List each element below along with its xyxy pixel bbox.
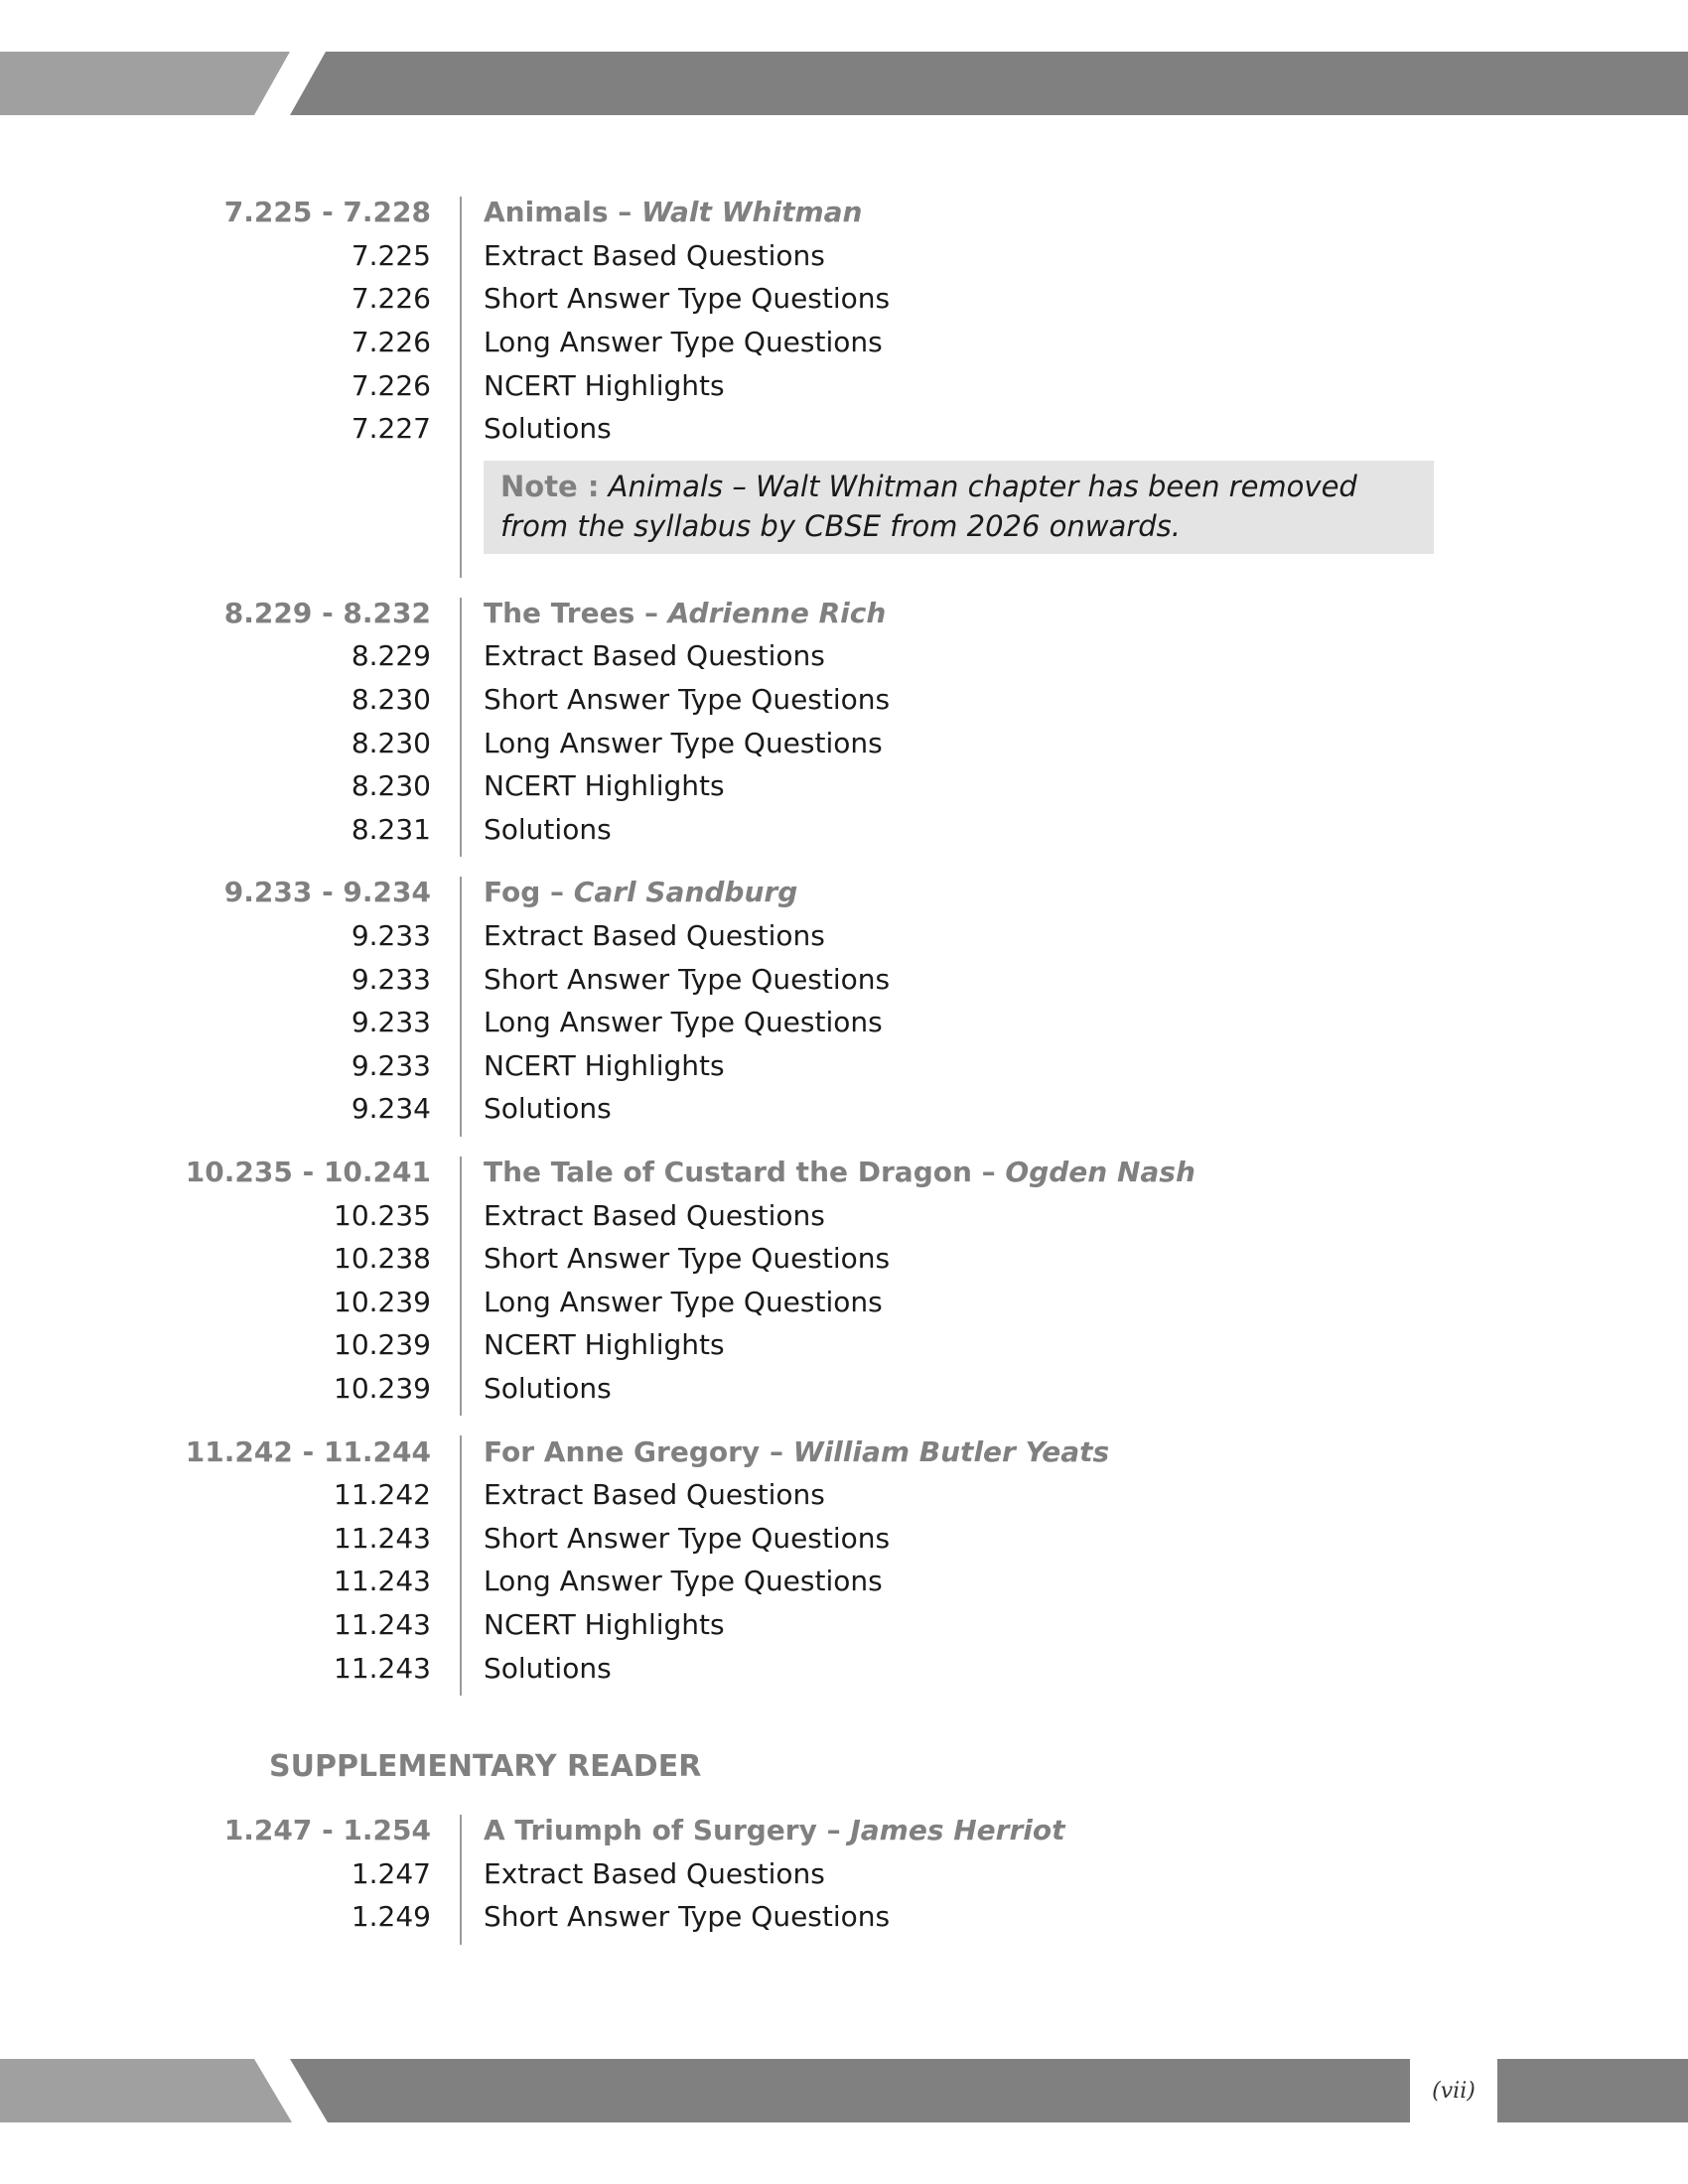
chapter-author: William Butler Yeats [792,1434,1110,1468]
entry-label: NCERT Highlights [484,1048,725,1082]
toc-entry-row [0,1895,1688,1939]
chapter-title: For Anne Gregory [484,1434,761,1468]
entry-label: Solutions [484,1651,612,1685]
toc-entry-row [0,764,1688,808]
toc-entry-row [0,1044,1688,1088]
footer-band-light [0,2059,292,2122]
page-number: (vii) [1432,2078,1476,2104]
entry-page: 1.249 [351,1900,431,1934]
toc-entry-row [0,1851,1688,1895]
entry-page: 8.231 [351,812,431,846]
chapter-author: Ogden Nash [1005,1155,1196,1188]
chapter-page-range: 9.233 - 9.234 [223,876,431,909]
entry-page: 11.243 [334,1651,431,1685]
toc-entry-row [0,1001,1688,1044]
chapter-page-range: 11.242 - 11.244 [185,1434,431,1468]
footer-band-right [1497,2059,1688,2122]
note-row [0,451,1688,572]
footer-band-dark [290,2059,1410,2122]
header-band [0,52,1688,115]
entry-label: Extract Based Questions [484,919,825,953]
chapter-title-line [484,1156,1196,1188]
toc-entry-row [0,1473,1688,1517]
entry-page: 9.233 [351,962,431,996]
toc-entry-row [0,407,1688,451]
chapter-title-line [484,1435,1109,1468]
chapter-title: The Trees [484,596,635,629]
entry-page: 10.239 [334,1285,431,1318]
toc-entry-row [0,1323,1688,1367]
title-dash: – [618,196,633,229]
entry-page: 9.233 [351,1048,431,1082]
chapter-block [0,1809,1688,1939]
entry-page: 11.243 [334,1521,431,1555]
title-dash: – [769,1434,783,1468]
chapter-title-line [484,876,797,908]
supplementary-heading: SUPPLEMENTARY READER [269,1748,702,1784]
chapter-heading-row [0,1151,1688,1194]
chapter-author: Walt Whitman [641,196,863,229]
chapter-title-line [484,196,862,228]
chapter-block [0,1151,1688,1411]
toc-entry-row [0,1087,1688,1131]
syllabus-note [484,461,1434,554]
column-divider [460,1157,462,1417]
entry-label: Solutions [484,812,612,846]
header-band-light [0,52,290,115]
entry-page: 7.227 [351,412,431,446]
entry-label: Extract Based Questions [484,1856,825,1890]
entry-label: Short Answer Type Questions [484,1900,891,1934]
chapter-title-line [484,597,886,629]
toc-entry-row [0,1237,1688,1281]
entry-page: 8.230 [351,683,431,717]
entry-label: Extract Based Questions [484,1198,825,1232]
entry-page: 9.234 [351,1092,431,1126]
chapter-page-range: 7.225 - 7.228 [223,196,431,229]
entry-page: 10.239 [334,1371,431,1405]
chapter-heading-row [0,592,1688,635]
entry-label: Solutions [484,412,612,446]
chapter-title: The Tale of Custard the Dragon [484,1155,972,1188]
entry-label: Long Answer Type Questions [484,1006,883,1039]
chapter-author: Carl Sandburg [573,876,798,909]
toc-entry-row [0,957,1688,1001]
entry-page: 7.225 [351,238,431,272]
entry-label: Long Answer Type Questions [484,1285,883,1318]
column-divider [460,877,462,1137]
entry-label: NCERT Highlights [484,1607,725,1641]
column-divider [460,197,462,578]
chapter-block [0,592,1688,852]
chapter-heading-row [0,1430,1688,1473]
entry-label: Solutions [484,1371,612,1405]
chapter-list [0,191,1688,1690]
entry-page: 10.238 [334,1242,431,1276]
chapter-author: Adrienne Rich [667,596,887,629]
toc-entry-row [0,1646,1688,1690]
title-dash: – [644,596,658,629]
entry-page: 11.242 [334,1478,431,1512]
entry-page: 8.230 [351,726,431,759]
supplementary-chapter-list [0,1809,1688,1939]
entry-page: 7.226 [351,368,431,402]
toc-entry-row [0,1193,1688,1237]
chapter-title-line [484,1814,1065,1846]
entry-label: NCERT Highlights [484,1328,725,1362]
table-of-contents [0,191,1688,1959]
toc-entry-row [0,1516,1688,1560]
column-divider [460,598,462,858]
entry-page: 11.243 [334,1607,431,1641]
toc-entry-row [0,363,1688,407]
toc-entry-row [0,634,1688,678]
chapter-block [0,871,1688,1131]
entry-page: 1.247 [351,1856,431,1890]
chapter-author: James Herriot [850,1814,1065,1847]
entry-label: Long Answer Type Questions [484,1565,883,1598]
note-text: Animals – Walt Whitman chapter has been removed from the syllabus by CBSE from 2026 onwards. [500,469,1357,543]
column-divider [460,1815,462,1945]
entry-page: 10.235 [334,1198,431,1232]
entry-page: 8.230 [351,769,431,803]
entry-label: Solutions [484,1092,612,1126]
entry-page: 9.233 [351,1006,431,1039]
toc-entry-row [0,914,1688,958]
toc-entry-row [0,1367,1688,1411]
entry-label: Short Answer Type Questions [484,1242,891,1276]
entry-page: 11.243 [334,1565,431,1598]
entry-label: Extract Based Questions [484,1478,825,1512]
entry-page: 9.233 [351,919,431,953]
chapter-heading-row [0,1809,1688,1852]
toc-entry-row [0,1603,1688,1647]
chapter-title: Animals [484,196,609,229]
title-dash: – [550,876,565,909]
title-dash: – [826,1814,841,1847]
entry-label: Short Answer Type Questions [484,962,891,996]
toc-entry-row [0,1280,1688,1323]
toc-entry-row [0,277,1688,321]
chapter-heading-row [0,191,1688,234]
header-band-dark [290,52,1688,115]
entry-label: Long Answer Type Questions [484,726,883,759]
chapter-block [0,1430,1688,1690]
entry-page: 7.226 [351,282,431,316]
entry-label: Long Answer Type Questions [484,326,883,359]
chapter-page-range: 1.247 - 1.254 [223,1814,431,1847]
entry-label: Extract Based Questions [484,238,825,272]
entry-label: Short Answer Type Questions [484,1521,891,1555]
column-divider [460,1435,462,1696]
entry-label: Short Answer Type Questions [484,683,891,717]
chapter-heading-row [0,871,1688,914]
chapter-block [0,191,1688,572]
entry-label: Extract Based Questions [484,639,825,673]
toc-entry-row [0,808,1688,852]
entry-page: 7.226 [351,326,431,359]
note-label: Note : [500,469,600,503]
toc-entry-row [0,721,1688,764]
entry-label: NCERT Highlights [484,769,725,803]
title-dash: – [981,1155,996,1188]
entry-label: Short Answer Type Questions [484,282,891,316]
toc-entry-row [0,1560,1688,1603]
chapter-title: A Triumph of Surgery [484,1814,817,1847]
chapter-title: Fog [484,876,541,909]
toc-entry-row [0,234,1688,278]
toc-entry-row [0,678,1688,722]
entry-label: NCERT Highlights [484,368,725,402]
entry-page: 10.239 [334,1328,431,1362]
chapter-page-range: 8.229 - 8.232 [223,596,431,629]
entry-page: 8.229 [351,639,431,673]
toc-entry-row [0,321,1688,364]
chapter-page-range: 10.235 - 10.241 [185,1155,431,1188]
